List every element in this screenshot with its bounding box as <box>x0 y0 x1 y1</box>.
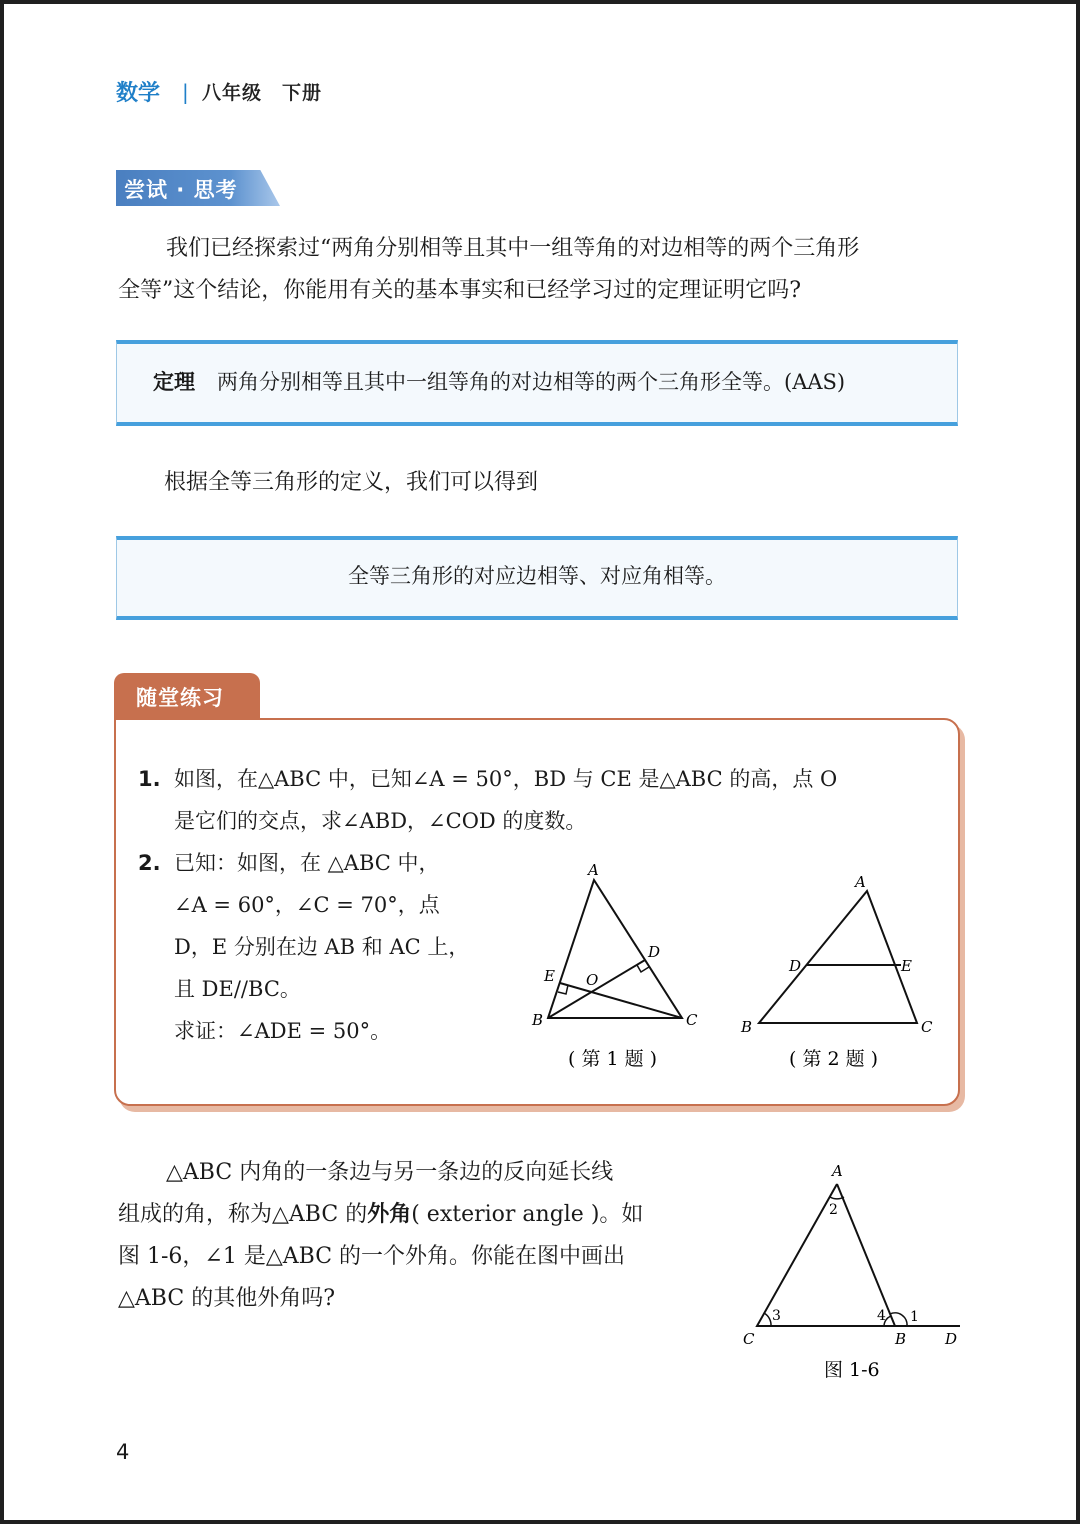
fig16-angle-3-arc <box>764 1313 771 1326</box>
header-subject: 数学 <box>116 81 161 106</box>
fig16-sides <box>757 1184 960 1326</box>
fig2-triangle <box>759 891 917 1023</box>
fig16-angle-4: 4 <box>877 1308 886 1324</box>
fig1-caption: ( 第 1 题 ) <box>568 1048 658 1070</box>
exterior-line-4: △ABC 的其他外角吗? <box>118 1286 336 1311</box>
figure-1-6 <box>735 1158 965 1388</box>
exterior-term: 外角 <box>367 1202 412 1227</box>
question-2-line-3: D，E 分别在边 AB 和 AC 上， <box>174 935 470 959</box>
question-1-number: 1. <box>138 767 161 791</box>
try-think-tag <box>116 170 280 206</box>
fig1-label-e: E <box>544 967 555 985</box>
question-1-line-1: 如图，在△ABC 中，已知∠A = 50°，BD 与 CE 是△ABC 的高，点 O <box>173 767 838 791</box>
fig1-label-d: D <box>648 943 661 961</box>
figure-question-2 <box>735 868 940 1086</box>
exterior-angle-paragraph <box>118 1152 718 1320</box>
try-think-line-2: 全等”这个结论，你能用有关的基本事实和已经学习过的定理证明它吗? <box>118 278 802 303</box>
question-2-line-5: 求证：∠ADE = 50°。 <box>174 1019 392 1043</box>
exterior-line-2 <box>118 1194 718 1236</box>
exercise-tab-label: 随堂练习 <box>136 686 224 710</box>
fig16-label-d: D <box>945 1330 958 1348</box>
fig2-label-e: E <box>901 957 912 975</box>
fig1-right-angle-d <box>637 965 649 972</box>
deduce-text: 根据全等三角形的定义，我们可以得到 <box>164 470 539 495</box>
fig1-label-c: C <box>686 1011 698 1029</box>
fig16-label-b: B <box>895 1330 907 1348</box>
fig1-triangle <box>548 880 682 1018</box>
fig2-caption: ( 第 2 题 ) <box>789 1048 879 1070</box>
theorem-box <box>116 340 958 426</box>
question-2-line-2: ∠A = 60°，∠C = 70°，点 <box>174 893 440 917</box>
property-box <box>116 536 958 620</box>
fig16-angle-2-arc <box>830 1197 844 1199</box>
page-number: 4 <box>116 1440 130 1464</box>
fig1-label-a: A <box>588 861 599 879</box>
question-1-line-2: 是它们的交点，求∠ABD，∠COD 的度数。 <box>174 809 587 833</box>
fig2-label-c: C <box>921 1018 933 1036</box>
exercise-tab <box>114 673 260 723</box>
fig16-side-ab <box>837 1184 895 1326</box>
exterior-line-3: 图 1-6，∠1 是△ABC 的一个外角。你能在图中画出 <box>118 1244 626 1269</box>
fig16-angle-3: 3 <box>772 1308 781 1324</box>
theorem-text: 两角分别相等且其中一组等角的对边相等的两个三角形全等。(AAS) <box>217 370 846 394</box>
fig2-label-b: B <box>741 1018 753 1036</box>
exterior-line-2-a: 组成的角，称为△ABC 的 <box>118 1202 368 1227</box>
question-2-line-4: 且 DE//BC。 <box>174 977 301 1001</box>
fig16-angle-2: 2 <box>829 1202 838 1218</box>
exterior-line-1: △ABC 内角的一条边与另一条边的反向延长线 <box>166 1160 614 1185</box>
header-grade: 八年级 下册 <box>202 82 323 104</box>
question-2-line-1: 已知：如图，在 △ABC 中， <box>173 851 440 875</box>
fig1-label-o: O <box>586 971 599 989</box>
fig16-label-a: A <box>832 1162 843 1180</box>
figure-question-1 <box>520 855 720 1085</box>
fig2-label-d: D <box>789 957 802 975</box>
fig16-angle-1: 1 <box>910 1309 919 1325</box>
fig16-label-c: C <box>743 1330 755 1348</box>
question-2-number: 2. <box>138 851 161 875</box>
exterior-line-2-c: ( exterior angle )。如 <box>411 1202 644 1227</box>
theorem-label: 定理 <box>153 370 195 394</box>
try-think-line-1: 我们已经探索过“两角分别相等且其中一组等角的对边相等的两个三角形 <box>166 236 860 261</box>
question-1 <box>138 758 943 842</box>
fig2-label-a: A <box>855 873 866 891</box>
property-text: 全等三角形的对应边相等、对应角相等。 <box>348 564 726 588</box>
try-think-label: 尝试 · 思考 <box>124 178 238 202</box>
try-think-paragraph <box>118 228 968 312</box>
question-2 <box>138 842 508 1052</box>
header-separator: | <box>182 80 189 104</box>
fig1-label-b: B <box>532 1011 544 1029</box>
fig1-altitude-bd <box>548 960 645 1018</box>
fig16-caption: 图 1-6 <box>824 1359 880 1381</box>
